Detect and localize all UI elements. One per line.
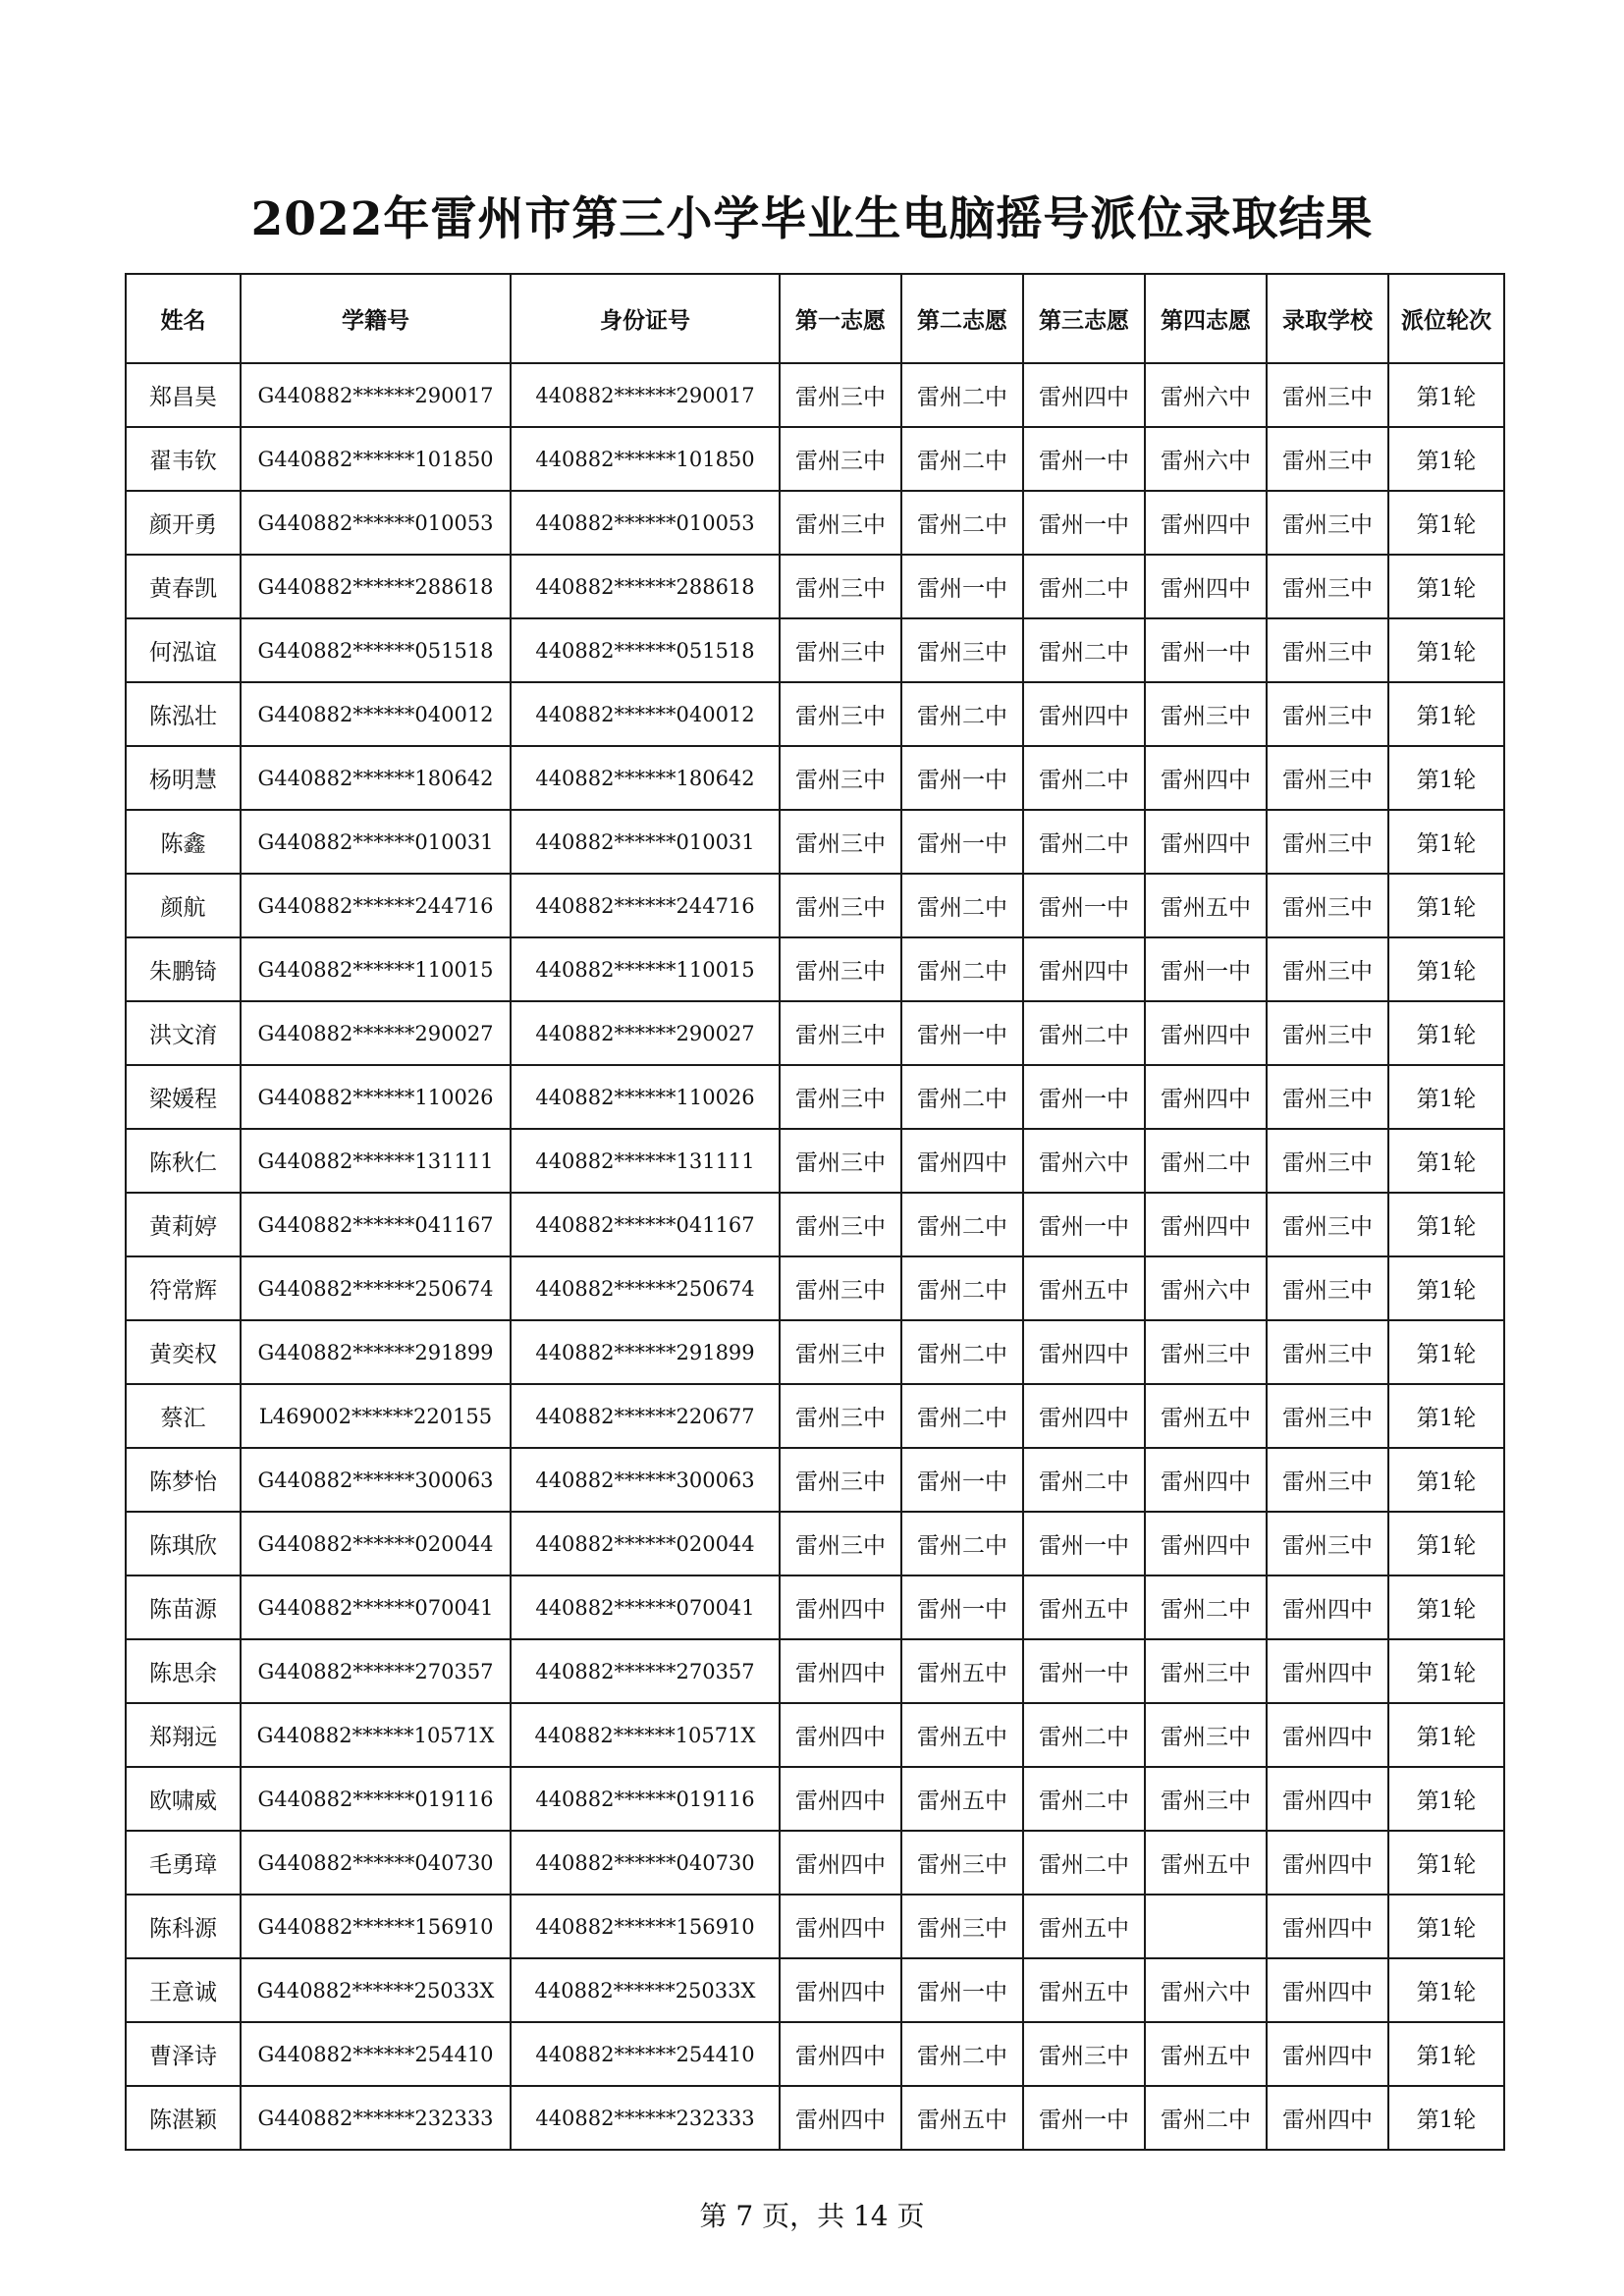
cell-choice-3: 雷州一中 xyxy=(1023,1065,1145,1129)
cell-choice-3: 雷州一中 xyxy=(1023,427,1145,491)
cell-round: 第1轮 xyxy=(1388,937,1504,1001)
cell-name: 梁媛程 xyxy=(126,1065,241,1129)
page-title: 2022年雷州市第三小学毕业生电脑摇号派位录取结果 xyxy=(250,192,1374,246)
cell-id-card: 440882******010053 xyxy=(511,491,780,555)
cell-admitted-school: 雷州三中 xyxy=(1267,1448,1388,1512)
cell-choice-1: 雷州三中 xyxy=(780,618,901,682)
cell-choice-4: 雷州四中 xyxy=(1145,555,1267,618)
cell-admitted-school: 雷州四中 xyxy=(1267,2022,1388,2086)
cell-round: 第1轮 xyxy=(1388,1639,1504,1703)
cell-choice-3: 雷州一中 xyxy=(1023,1512,1145,1575)
cell-id-card: 440882******051518 xyxy=(511,618,780,682)
table-row xyxy=(126,1512,1504,1575)
cell-student-id: G440882******300063 xyxy=(241,1448,511,1512)
cell-admitted-school: 雷州四中 xyxy=(1267,1895,1388,1958)
cell-choice-3: 雷州一中 xyxy=(1023,1193,1145,1256)
cell-round: 第1轮 xyxy=(1388,618,1504,682)
cell-choice-1: 雷州三中 xyxy=(780,682,901,746)
cell-choice-1: 雷州三中 xyxy=(780,1065,901,1129)
cell-id-card: 440882******010031 xyxy=(511,810,780,874)
cell-admitted-school: 雷州三中 xyxy=(1267,746,1388,810)
table-row xyxy=(126,746,1504,810)
cell-choice-3: 雷州一中 xyxy=(1023,491,1145,555)
cell-choice-1: 雷州四中 xyxy=(780,1958,901,2022)
cell-student-id: G440882******040012 xyxy=(241,682,511,746)
table-row xyxy=(126,874,1504,937)
cell-id-card: 440882******10571X xyxy=(511,1703,780,1767)
cell-student-id: G440882******110015 xyxy=(241,937,511,1001)
cell-choice-1: 雷州三中 xyxy=(780,1256,901,1320)
cell-choice-2: 雷州五中 xyxy=(901,1703,1023,1767)
cell-name: 洪文淯 xyxy=(126,1001,241,1065)
cell-choice-3: 雷州三中 xyxy=(1023,2022,1145,2086)
cell-choice-2: 雷州二中 xyxy=(901,1065,1023,1129)
table-row xyxy=(126,682,1504,746)
cell-name: 陈琪欣 xyxy=(126,1512,241,1575)
cell-choice-2: 雷州一中 xyxy=(901,1575,1023,1639)
cell-student-id: G440882******290027 xyxy=(241,1001,511,1065)
cell-choice-2: 雷州二中 xyxy=(901,1193,1023,1256)
cell-name: 陈鑫 xyxy=(126,810,241,874)
cell-choice-3: 雷州一中 xyxy=(1023,874,1145,937)
cell-admitted-school: 雷州三中 xyxy=(1267,1512,1388,1575)
header-student-id: 学籍号 xyxy=(241,274,511,363)
table-row xyxy=(126,1639,1504,1703)
cell-admitted-school: 雷州四中 xyxy=(1267,1575,1388,1639)
cell-student-id: G440882******291899 xyxy=(241,1320,511,1384)
cell-choice-3: 雷州二中 xyxy=(1023,1831,1145,1895)
cell-student-id: G440882******131111 xyxy=(241,1129,511,1193)
cell-choice-1: 雷州四中 xyxy=(780,1767,901,1831)
cell-round: 第1轮 xyxy=(1388,363,1504,427)
cell-round: 第1轮 xyxy=(1388,874,1504,937)
cell-name: 郑昌昊 xyxy=(126,363,241,427)
cell-choice-4: 雷州四中 xyxy=(1145,1512,1267,1575)
cell-choice-2: 雷州二中 xyxy=(901,363,1023,427)
cell-choice-4: 雷州一中 xyxy=(1145,937,1267,1001)
cell-round: 第1轮 xyxy=(1388,1001,1504,1065)
cell-round: 第1轮 xyxy=(1388,1831,1504,1895)
cell-student-id: G440882******041167 xyxy=(241,1193,511,1256)
cell-name: 颜航 xyxy=(126,874,241,937)
cell-choice-1: 雷州三中 xyxy=(780,1512,901,1575)
cell-name: 杨明慧 xyxy=(126,746,241,810)
table-row xyxy=(126,1001,1504,1065)
cell-admitted-school: 雷州三中 xyxy=(1267,1256,1388,1320)
cell-admitted-school: 雷州三中 xyxy=(1267,363,1388,427)
header-id-card: 身份证号 xyxy=(511,274,780,363)
cell-choice-1: 雷州三中 xyxy=(780,1320,901,1384)
cell-choice-3: 雷州二中 xyxy=(1023,810,1145,874)
header-admitted-school: 录取学校 xyxy=(1267,274,1388,363)
header-name: 姓名 xyxy=(126,274,241,363)
cell-choice-4: 雷州二中 xyxy=(1145,2086,1267,2150)
cell-id-card: 440882******300063 xyxy=(511,1448,780,1512)
cell-choice-1: 雷州三中 xyxy=(780,1448,901,1512)
cell-choice-2: 雷州一中 xyxy=(901,1448,1023,1512)
header-choice-1: 第一志愿 xyxy=(780,274,901,363)
cell-choice-3: 雷州二中 xyxy=(1023,746,1145,810)
cell-admitted-school: 雷州三中 xyxy=(1267,810,1388,874)
cell-student-id: G440882******020044 xyxy=(241,1512,511,1575)
cell-id-card: 440882******25033X xyxy=(511,1958,780,2022)
header-choice-4: 第四志愿 xyxy=(1145,274,1267,363)
cell-round: 第1轮 xyxy=(1388,1384,1504,1448)
cell-choice-4: 雷州二中 xyxy=(1145,1575,1267,1639)
cell-choice-4: 雷州六中 xyxy=(1145,363,1267,427)
cell-choice-3: 雷州二中 xyxy=(1023,618,1145,682)
cell-choice-4: 雷州三中 xyxy=(1145,1639,1267,1703)
cell-choice-3: 雷州四中 xyxy=(1023,682,1145,746)
cell-name: 黄春凯 xyxy=(126,555,241,618)
cell-id-card: 440882******250674 xyxy=(511,1256,780,1320)
cell-choice-4: 雷州四中 xyxy=(1145,1448,1267,1512)
cell-name: 毛勇璋 xyxy=(126,1831,241,1895)
cell-name: 蔡汇 xyxy=(126,1384,241,1448)
cell-name: 黄奕权 xyxy=(126,1320,241,1384)
cell-id-card: 440882******019116 xyxy=(511,1767,780,1831)
cell-student-id: G440882******070041 xyxy=(241,1575,511,1639)
table-row xyxy=(126,937,1504,1001)
header-round: 派位轮次 xyxy=(1388,274,1504,363)
cell-choice-2: 雷州三中 xyxy=(901,1895,1023,1958)
cell-choice-2: 雷州二中 xyxy=(901,1512,1023,1575)
cell-id-card: 440882******156910 xyxy=(511,1895,780,1958)
table-body xyxy=(126,363,1504,2150)
table-row xyxy=(126,1320,1504,1384)
cell-choice-3: 雷州一中 xyxy=(1023,2086,1145,2150)
cell-student-id: G440882******010031 xyxy=(241,810,511,874)
cell-choice-2: 雷州三中 xyxy=(901,618,1023,682)
cell-choice-2: 雷州二中 xyxy=(901,491,1023,555)
table-row xyxy=(126,1958,1504,2022)
cell-admitted-school: 雷州四中 xyxy=(1267,1767,1388,1831)
cell-id-card: 440882******070041 xyxy=(511,1575,780,1639)
cell-choice-4: 雷州四中 xyxy=(1145,1065,1267,1129)
cell-admitted-school: 雷州三中 xyxy=(1267,1193,1388,1256)
cell-choice-2: 雷州五中 xyxy=(901,2086,1023,2150)
cell-name: 郑翔远 xyxy=(126,1703,241,1767)
cell-round: 第1轮 xyxy=(1388,1512,1504,1575)
cell-student-id: G440882******25033X xyxy=(241,1958,511,2022)
table-row xyxy=(126,1703,1504,1767)
cell-choice-2: 雷州二中 xyxy=(901,2022,1023,2086)
cell-choice-3: 雷州一中 xyxy=(1023,1639,1145,1703)
cell-round: 第1轮 xyxy=(1388,1767,1504,1831)
cell-choice-3: 雷州五中 xyxy=(1023,1895,1145,1958)
cell-student-id: G440882******244716 xyxy=(241,874,511,937)
cell-id-card: 440882******288618 xyxy=(511,555,780,618)
cell-choice-4: 雷州六中 xyxy=(1145,427,1267,491)
cell-admitted-school: 雷州三中 xyxy=(1267,618,1388,682)
cell-admitted-school: 雷州三中 xyxy=(1267,1320,1388,1384)
cell-admitted-school: 雷州四中 xyxy=(1267,1703,1388,1767)
cell-choice-1: 雷州三中 xyxy=(780,1129,901,1193)
cell-choice-4: 雷州二中 xyxy=(1145,1129,1267,1193)
cell-admitted-school: 雷州三中 xyxy=(1267,874,1388,937)
cell-choice-2: 雷州二中 xyxy=(901,427,1023,491)
table-row xyxy=(126,427,1504,491)
cell-admitted-school: 雷州三中 xyxy=(1267,427,1388,491)
cell-round: 第1轮 xyxy=(1388,1575,1504,1639)
cell-choice-4: 雷州三中 xyxy=(1145,1320,1267,1384)
cell-id-card: 440882******110026 xyxy=(511,1065,780,1129)
cell-choice-1: 雷州四中 xyxy=(780,2022,901,2086)
cell-round: 第1轮 xyxy=(1388,1703,1504,1767)
cell-name: 颜开勇 xyxy=(126,491,241,555)
header-choice-3: 第三志愿 xyxy=(1023,274,1145,363)
cell-round: 第1轮 xyxy=(1388,491,1504,555)
cell-choice-2: 雷州二中 xyxy=(901,1320,1023,1384)
cell-student-id: G440882******290017 xyxy=(241,363,511,427)
cell-choice-4: 雷州五中 xyxy=(1145,1831,1267,1895)
cell-round: 第1轮 xyxy=(1388,2086,1504,2150)
cell-choice-3: 雷州四中 xyxy=(1023,937,1145,1001)
cell-id-card: 440882******180642 xyxy=(511,746,780,810)
cell-choice-4: 雷州四中 xyxy=(1145,746,1267,810)
cell-choice-4: 雷州六中 xyxy=(1145,1958,1267,2022)
cell-id-card: 440882******290017 xyxy=(511,363,780,427)
cell-choice-2: 雷州一中 xyxy=(901,1958,1023,2022)
cell-choice-4: 雷州五中 xyxy=(1145,874,1267,937)
cell-choice-3: 雷州四中 xyxy=(1023,363,1145,427)
cell-choice-3: 雷州五中 xyxy=(1023,1575,1145,1639)
table-row xyxy=(126,1384,1504,1448)
table-header-row xyxy=(126,274,1504,363)
cell-admitted-school: 雷州四中 xyxy=(1267,2086,1388,2150)
cell-round: 第1轮 xyxy=(1388,1895,1504,1958)
cell-name: 陈思余 xyxy=(126,1639,241,1703)
cell-choice-2: 雷州五中 xyxy=(901,1639,1023,1703)
cell-name: 陈泓壮 xyxy=(126,682,241,746)
cell-student-id: G440882******051518 xyxy=(241,618,511,682)
cell-admitted-school: 雷州三中 xyxy=(1267,1129,1388,1193)
cell-choice-3: 雷州二中 xyxy=(1023,1448,1145,1512)
cell-student-id: G440882******110026 xyxy=(241,1065,511,1129)
cell-round: 第1轮 xyxy=(1388,1320,1504,1384)
cell-student-id: G440882******254410 xyxy=(241,2022,511,2086)
cell-name: 朱鹏锜 xyxy=(126,937,241,1001)
cell-choice-3: 雷州四中 xyxy=(1023,1320,1145,1384)
cell-choice-4: 雷州一中 xyxy=(1145,618,1267,682)
cell-choice-1: 雷州三中 xyxy=(780,491,901,555)
cell-choice-1: 雷州三中 xyxy=(780,1001,901,1065)
cell-name: 翟韦钦 xyxy=(126,427,241,491)
cell-choice-3: 雷州二中 xyxy=(1023,1767,1145,1831)
cell-choice-4: 雷州四中 xyxy=(1145,810,1267,874)
table-row xyxy=(126,1575,1504,1639)
cell-name: 王意诚 xyxy=(126,1958,241,2022)
cell-choice-1: 雷州三中 xyxy=(780,1193,901,1256)
cell-choice-3: 雷州六中 xyxy=(1023,1129,1145,1193)
page-number: 第 7 页，共 14 页 xyxy=(699,2200,925,2232)
cell-student-id: G440882******180642 xyxy=(241,746,511,810)
cell-choice-1: 雷州三中 xyxy=(780,937,901,1001)
cell-student-id: G440882******040730 xyxy=(241,1831,511,1895)
cell-name: 陈科源 xyxy=(126,1895,241,1958)
table-row xyxy=(126,1895,1504,1958)
cell-id-card: 440882******131111 xyxy=(511,1129,780,1193)
cell-admitted-school: 雷州三中 xyxy=(1267,1065,1388,1129)
cell-choice-1: 雷州三中 xyxy=(780,1384,901,1448)
cell-choice-4: 雷州四中 xyxy=(1145,1001,1267,1065)
cell-student-id: G440882******288618 xyxy=(241,555,511,618)
cell-id-card: 440882******110015 xyxy=(511,937,780,1001)
cell-id-card: 440882******290027 xyxy=(511,1001,780,1065)
cell-student-id: G440882******250674 xyxy=(241,1256,511,1320)
cell-name: 何泓谊 xyxy=(126,618,241,682)
cell-id-card: 440882******254410 xyxy=(511,2022,780,2086)
cell-choice-1: 雷州四中 xyxy=(780,1575,901,1639)
cell-round: 第1轮 xyxy=(1388,1256,1504,1320)
cell-student-id: G440882******270357 xyxy=(241,1639,511,1703)
cell-choice-3: 雷州五中 xyxy=(1023,1958,1145,2022)
cell-choice-4: 雷州六中 xyxy=(1145,1256,1267,1320)
cell-choice-4: 雷州五中 xyxy=(1145,1384,1267,1448)
table-row xyxy=(126,363,1504,427)
cell-choice-1: 雷州四中 xyxy=(780,2086,901,2150)
cell-student-id: L469002******220155 xyxy=(241,1384,511,1448)
table-row xyxy=(126,491,1504,555)
table-row xyxy=(126,1767,1504,1831)
cell-choice-1: 雷州三中 xyxy=(780,746,901,810)
cell-admitted-school: 雷州三中 xyxy=(1267,491,1388,555)
cell-choice-3: 雷州二中 xyxy=(1023,1001,1145,1065)
cell-choice-1: 雷州三中 xyxy=(780,810,901,874)
cell-choice-1: 雷州四中 xyxy=(780,1639,901,1703)
cell-choice-2: 雷州三中 xyxy=(901,1831,1023,1895)
cell-round: 第1轮 xyxy=(1388,1129,1504,1193)
cell-name: 陈梦怡 xyxy=(126,1448,241,1512)
cell-choice-4: 雷州四中 xyxy=(1145,1193,1267,1256)
header-choice-2: 第二志愿 xyxy=(901,274,1023,363)
cell-id-card: 440882******291899 xyxy=(511,1320,780,1384)
table-row xyxy=(126,1193,1504,1256)
cell-id-card: 440882******220677 xyxy=(511,1384,780,1448)
cell-id-card: 440882******101850 xyxy=(511,427,780,491)
cell-choice-4: 雷州三中 xyxy=(1145,682,1267,746)
cell-admitted-school: 雷州四中 xyxy=(1267,1639,1388,1703)
cell-choice-2: 雷州二中 xyxy=(901,874,1023,937)
cell-name: 陈秋仁 xyxy=(126,1129,241,1193)
table-row xyxy=(126,618,1504,682)
cell-admitted-school: 雷州三中 xyxy=(1267,555,1388,618)
cell-round: 第1轮 xyxy=(1388,810,1504,874)
cell-name: 陈湛颖 xyxy=(126,2086,241,2150)
cell-choice-2: 雷州二中 xyxy=(901,1384,1023,1448)
cell-name: 符常辉 xyxy=(126,1256,241,1320)
cell-choice-1: 雷州四中 xyxy=(780,1831,901,1895)
cell-id-card: 440882******020044 xyxy=(511,1512,780,1575)
cell-choice-2: 雷州二中 xyxy=(901,682,1023,746)
cell-choice-3: 雷州五中 xyxy=(1023,1256,1145,1320)
cell-id-card: 440882******040012 xyxy=(511,682,780,746)
cell-id-card: 440882******244716 xyxy=(511,874,780,937)
cell-student-id: G440882******156910 xyxy=(241,1895,511,1958)
cell-student-id: G440882******019116 xyxy=(241,1767,511,1831)
table-row xyxy=(126,810,1504,874)
cell-choice-1: 雷州三中 xyxy=(780,427,901,491)
cell-choice-2: 雷州一中 xyxy=(901,746,1023,810)
cell-id-card: 440882******041167 xyxy=(511,1193,780,1256)
cell-round: 第1轮 xyxy=(1388,746,1504,810)
cell-choice-4: 雷州四中 xyxy=(1145,491,1267,555)
cell-student-id: G440882******10571X xyxy=(241,1703,511,1767)
cell-round: 第1轮 xyxy=(1388,427,1504,491)
cell-round: 第1轮 xyxy=(1388,1448,1504,1512)
cell-choice-2: 雷州一中 xyxy=(901,555,1023,618)
cell-choice-4: 雷州五中 xyxy=(1145,2022,1267,2086)
cell-choice-1: 雷州四中 xyxy=(780,1703,901,1767)
cell-admitted-school: 雷州三中 xyxy=(1267,937,1388,1001)
table-row xyxy=(126,1256,1504,1320)
table-row xyxy=(126,1831,1504,1895)
cell-admitted-school: 雷州三中 xyxy=(1267,1001,1388,1065)
cell-choice-1: 雷州四中 xyxy=(780,1895,901,1958)
cell-choice-1: 雷州三中 xyxy=(780,555,901,618)
cell-id-card: 440882******232333 xyxy=(511,2086,780,2150)
cell-id-card: 440882******270357 xyxy=(511,1639,780,1703)
table-row xyxy=(126,1129,1504,1193)
cell-choice-2: 雷州二中 xyxy=(901,1256,1023,1320)
cell-name: 黄莉婷 xyxy=(126,1193,241,1256)
cell-choice-2: 雷州一中 xyxy=(901,810,1023,874)
cell-student-id: G440882******010053 xyxy=(241,491,511,555)
cell-choice-3: 雷州二中 xyxy=(1023,555,1145,618)
cell-name: 陈苗源 xyxy=(126,1575,241,1639)
cell-round: 第1轮 xyxy=(1388,1958,1504,2022)
cell-choice-1: 雷州三中 xyxy=(780,874,901,937)
cell-choice-1: 雷州三中 xyxy=(780,363,901,427)
cell-round: 第1轮 xyxy=(1388,1065,1504,1129)
table-row xyxy=(126,1448,1504,1512)
cell-round: 第1轮 xyxy=(1388,2022,1504,2086)
cell-choice-2: 雷州一中 xyxy=(901,1001,1023,1065)
cell-admitted-school: 雷州四中 xyxy=(1267,1831,1388,1895)
cell-choice-4: 雷州三中 xyxy=(1145,1703,1267,1767)
table-row xyxy=(126,2086,1504,2150)
cell-round: 第1轮 xyxy=(1388,682,1504,746)
cell-name: 欧啸威 xyxy=(126,1767,241,1831)
cell-round: 第1轮 xyxy=(1388,555,1504,618)
cell-admitted-school: 雷州三中 xyxy=(1267,682,1388,746)
cell-choice-2: 雷州四中 xyxy=(901,1129,1023,1193)
cell-choice-3: 雷州二中 xyxy=(1023,1703,1145,1767)
cell-round: 第1轮 xyxy=(1388,1193,1504,1256)
cell-choice-4: 雷州三中 xyxy=(1145,1767,1267,1831)
cell-id-card: 440882******040730 xyxy=(511,1831,780,1895)
cell-choice-4 xyxy=(1145,1895,1267,1958)
cell-choice-2: 雷州二中 xyxy=(901,937,1023,1001)
cell-choice-3: 雷州四中 xyxy=(1023,1384,1145,1448)
cell-student-id: G440882******101850 xyxy=(241,427,511,491)
admission-results-table xyxy=(125,273,1505,2151)
cell-choice-2: 雷州五中 xyxy=(901,1767,1023,1831)
cell-name: 曹泽诗 xyxy=(126,2022,241,2086)
cell-admitted-school: 雷州三中 xyxy=(1267,1384,1388,1448)
table-row xyxy=(126,1065,1504,1129)
table-row xyxy=(126,2022,1504,2086)
cell-student-id: G440882******232333 xyxy=(241,2086,511,2150)
table-row xyxy=(126,555,1504,618)
cell-admitted-school: 雷州四中 xyxy=(1267,1958,1388,2022)
